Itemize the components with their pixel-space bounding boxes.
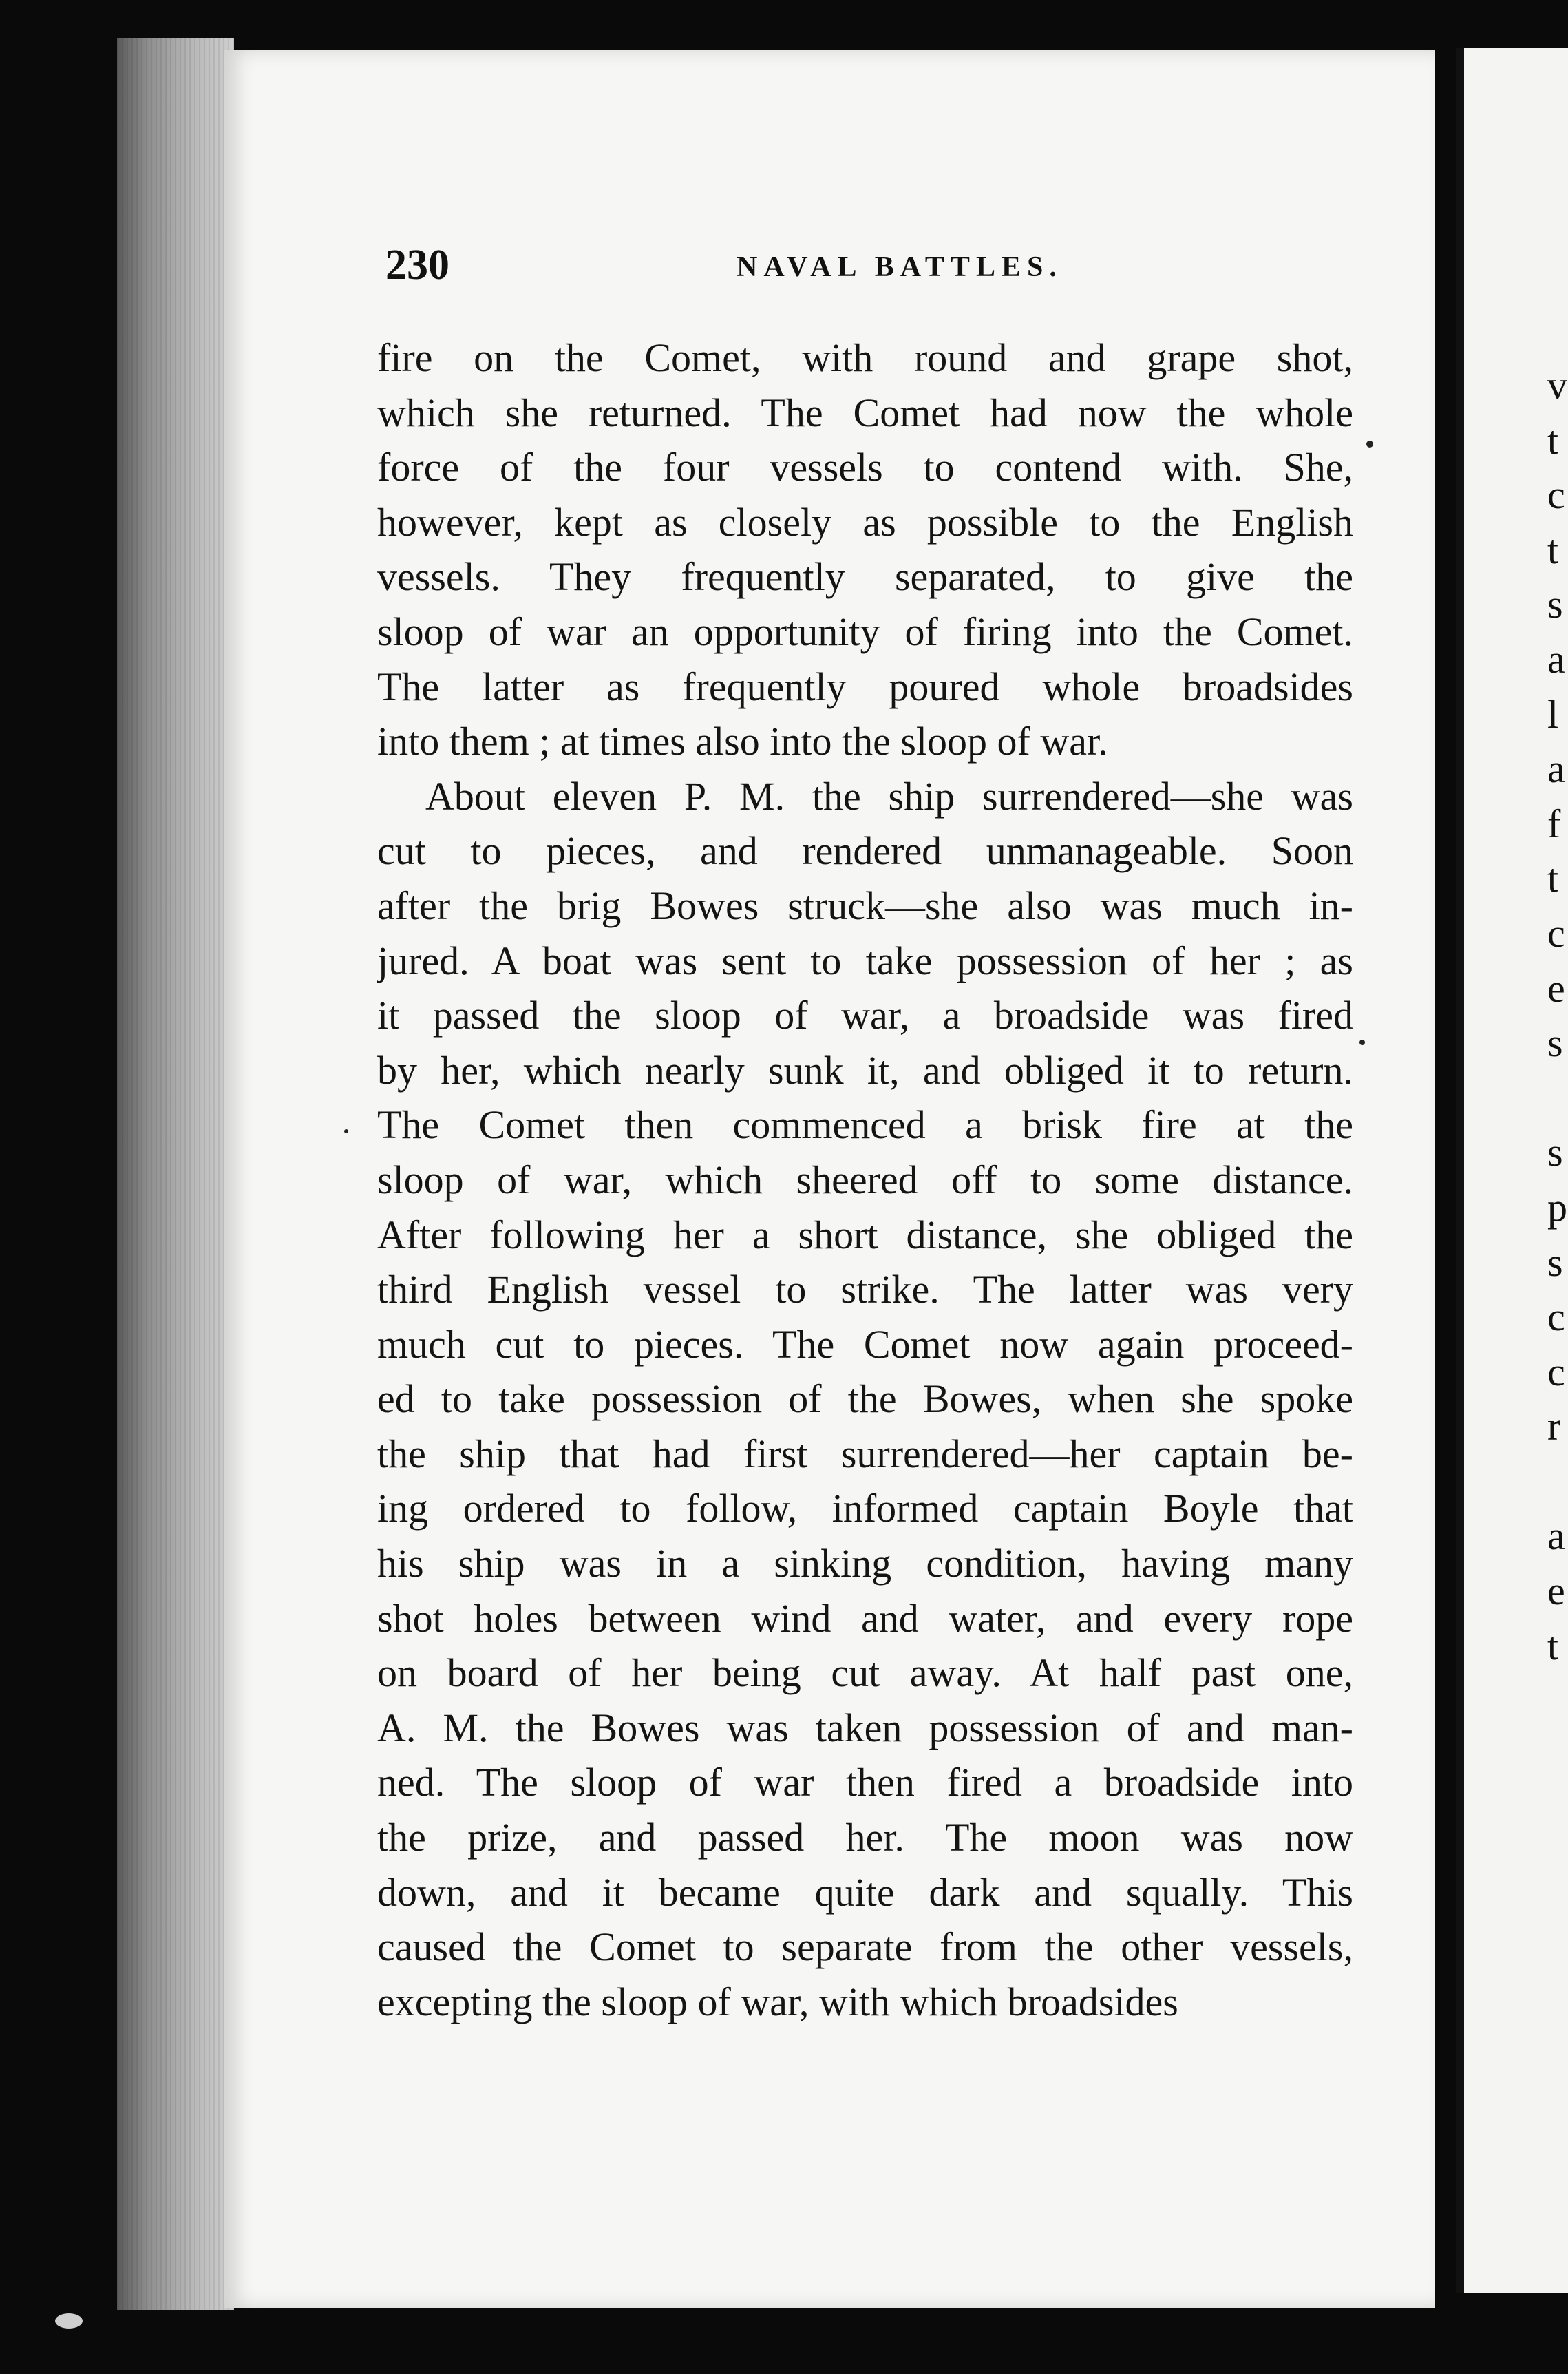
- text-line: on board of her being cut away. At half past one,: [377, 1650, 1353, 1696]
- facing-page-letter: [1547, 1454, 1568, 1509]
- facing-page-letter: a: [1547, 1513, 1565, 1559]
- text-line: fire on the Comet, with round and grape shot,: [377, 335, 1353, 380]
- text-line: cut to pieces, and rendered unmanageable. Soon: [377, 828, 1353, 874]
- facing-page-letter: e: [1547, 1568, 1565, 1614]
- text-line: shot holes between wind and water, and every rope: [377, 1595, 1353, 1641]
- ink-speck: [344, 1129, 348, 1133]
- text-line: About eleven P. M. the ship surrendered—she was: [425, 773, 1353, 819]
- text-line: however, kept as closely as possible to the English: [377, 499, 1353, 545]
- facing-page-letter: r: [1547, 1404, 1561, 1449]
- text-line: vessels. They frequently separated, to give the: [377, 554, 1353, 600]
- facing-page-letter: s: [1547, 1020, 1563, 1066]
- facing-page-letter: t: [1547, 527, 1559, 572]
- page-number: 230: [385, 242, 449, 288]
- facing-page-letter: s: [1547, 582, 1563, 627]
- text-line: A. M. the Bowes was taken possession of and man-: [377, 1705, 1353, 1750]
- text-line: ing ordered to follow, informed captain Boyle that: [377, 1486, 1353, 1531]
- text-line: by her, which nearly sunk it, and obliged it to return.: [377, 1047, 1353, 1093]
- text-line: excepting the sloop of war, with which broadsides: [377, 1979, 1178, 2024]
- running-head: [385, 241, 1363, 296]
- facing-page-letter: l: [1547, 691, 1559, 737]
- text-line: third English vessel to strike. The latter was very: [377, 1267, 1353, 1312]
- running-title: NAVAL BATTLES.: [737, 251, 1063, 283]
- facing-page-letter: t: [1547, 856, 1559, 901]
- facing-page-letter: v: [1547, 363, 1567, 408]
- text-line: After following her a short distance, she obliged the: [377, 1212, 1353, 1257]
- ink-speck: [1359, 1040, 1365, 1045]
- facing-page-letter: e: [1547, 965, 1565, 1011]
- text-line: down, and it became quite dark and squally. This: [377, 1869, 1353, 1915]
- text-line: sloop of war an opportunity of firing into the Comet.: [377, 609, 1353, 654]
- text-line: much cut to pieces. The Comet now again proceed-: [377, 1321, 1353, 1367]
- facing-page-letter: a: [1547, 636, 1565, 682]
- facing-page-letter: t: [1547, 1623, 1559, 1668]
- facing-page-letter: a: [1547, 746, 1565, 792]
- text-line: his ship was in a sinking condition, having many: [377, 1541, 1353, 1586]
- text-line: it passed the sloop of war, a broadside was fired: [377, 993, 1353, 1038]
- text-line: force of the four vessels to contend with. She,: [377, 445, 1353, 490]
- facing-page-letter: f: [1547, 801, 1561, 846]
- facing-page-letter: s: [1547, 1239, 1563, 1285]
- facing-page-letter: s: [1547, 1130, 1563, 1175]
- facing-page-letter: c: [1547, 1349, 1565, 1394]
- text-line: caused the Comet to separate from the other vessels,: [377, 1924, 1353, 1970]
- text-line: ned. The sloop of war then fired a broadside into: [377, 1760, 1353, 1805]
- facing-page-letter: c: [1547, 910, 1565, 956]
- body-text: [377, 330, 1353, 2029]
- text-line: sloop of war, which sheered off to some distance.: [377, 1157, 1353, 1202]
- facing-page-letters: [1547, 358, 1568, 1673]
- facing-page-letter: p: [1547, 1184, 1567, 1230]
- book-gutter: [117, 38, 234, 2310]
- text-line: jured. A boat was sent to take possession of her ; as: [377, 938, 1353, 983]
- facing-page-letter: c: [1547, 1294, 1565, 1340]
- text-line: The latter as frequently poured whole broadsides: [377, 664, 1353, 709]
- text-line: after the brig Bowes struck—she also was much in-: [377, 883, 1353, 928]
- ink-speck: [55, 2313, 83, 2329]
- text-line: into them ; at times also into the sloop of war.: [377, 719, 1108, 764]
- text-line: which she returned. The Comet had now the whole: [377, 390, 1353, 435]
- facing-page-letter: c: [1547, 472, 1565, 518]
- text-line: the prize, and passed her. The moon was now: [377, 1815, 1353, 1860]
- facing-page-letter: [1547, 1071, 1568, 1126]
- ink-speck: [1366, 441, 1373, 448]
- text-line: ed to take possession of the Bowes, when she spoke: [377, 1376, 1353, 1422]
- text-line: the ship that had first surrendered—her captain be-: [377, 1431, 1353, 1476]
- facing-page-letter: t: [1547, 417, 1559, 463]
- text-line: The Comet then commenced a brisk fire at the: [377, 1102, 1353, 1148]
